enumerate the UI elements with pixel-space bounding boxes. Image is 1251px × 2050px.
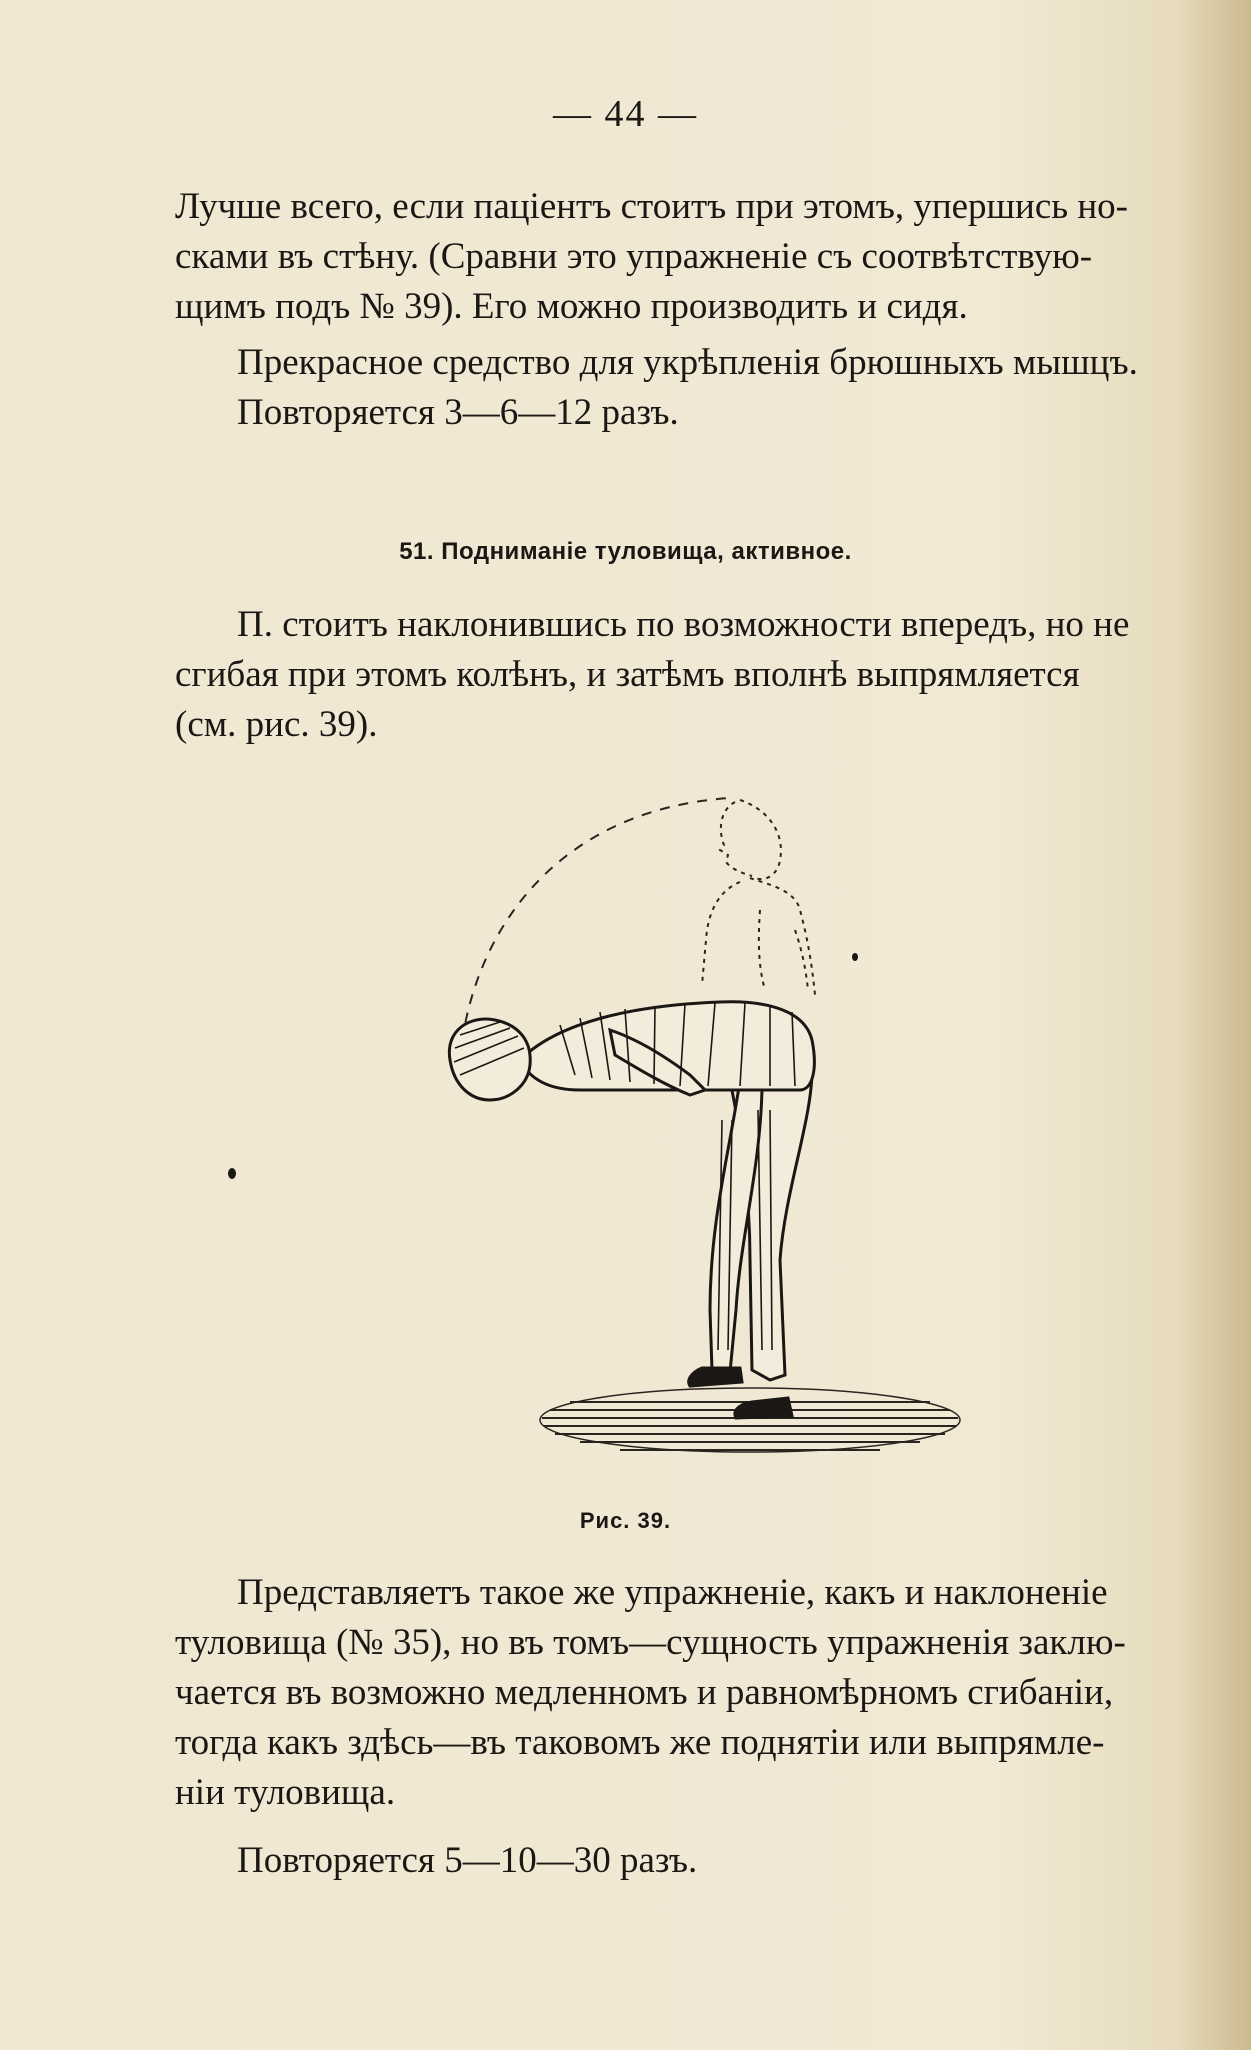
text-line: туловища (№ 35), но въ томъ—сущность упражненія заклю- <box>175 1622 1126 1663</box>
print-speck <box>228 1168 236 1179</box>
page-number: — 44 — <box>553 93 698 135</box>
text-line: (см. рис. 39). <box>175 704 378 745</box>
paragraph-instruction <box>175 600 1205 750</box>
text-line: Лучше всего, если паціентъ стоитъ при этомъ, упершись но- <box>175 186 1129 227</box>
text-line: П. стоитъ наклонившись по возможности впередъ, но не <box>237 604 1130 645</box>
text-line: сками въ стѣну. (Сравни это упражненіе съ соотвѣтствую- <box>175 236 1093 277</box>
text-line: Повторяется 5—10—30 разъ. <box>237 1840 698 1881</box>
text-line: сгибая при этомъ колѣнъ, и затѣмъ вполнѣ выпрямляется <box>175 654 1080 695</box>
paragraph-continuation <box>175 182 1205 332</box>
text-line: ніи туловища. <box>175 1772 396 1813</box>
text-line: Прекрасное средство для укрѣпленія брюшныхъ мышцъ. <box>237 342 1138 383</box>
section-heading: 51. Подниманіе туловища, активное. <box>399 538 852 565</box>
text-line: тогда какъ здѣсь—въ таковомъ же поднятіи или выпрямле- <box>175 1722 1105 1763</box>
upright-outline <box>702 800 815 995</box>
print-speck <box>852 953 858 961</box>
paragraph-remedy <box>175 338 1205 438</box>
paragraph-explanation <box>175 1568 1205 1818</box>
text-line: Представляетъ такое же упражненіе, какъ и наклоненіе <box>237 1572 1108 1613</box>
text-line: щимъ подъ № 39). Его можно производить и сидя. <box>175 286 968 327</box>
text-line: чается въ возможно медленномъ и равномѣрномъ сгибаніи, <box>175 1672 1114 1713</box>
text-line: Повторяется 3—6—12 разъ. <box>237 392 679 433</box>
floor-shadow <box>540 1388 960 1452</box>
figure-caption: Рис. 39. <box>579 1508 672 1533</box>
exercise-illustration <box>440 790 1000 1470</box>
paragraph-repetitions <box>175 1836 1205 1886</box>
